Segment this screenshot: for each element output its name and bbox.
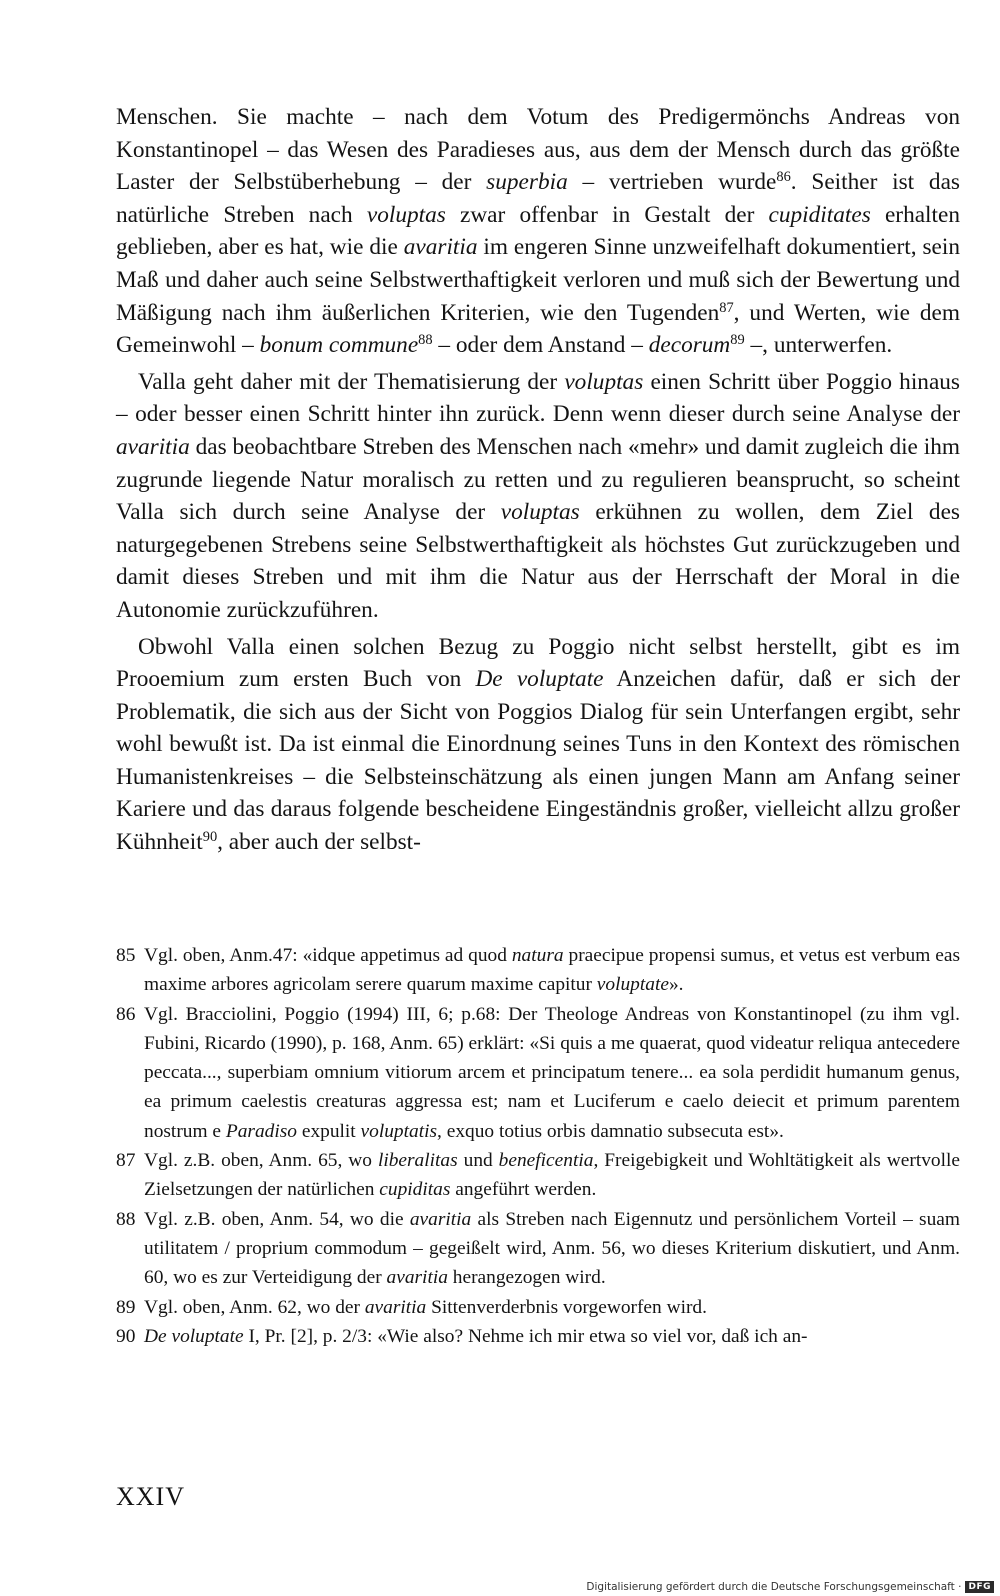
footnote-89 <box>116 1293 960 1322</box>
italic-term: natura <box>511 945 564 966</box>
footnote-number: 88 <box>116 1208 136 1230</box>
text-run: Obwohl Valla einen solchen Bezug zu Poggio nicht selbst herstellt, gibt es im Prooemium zum ersten Buch von <box>116 633 960 693</box>
footnote-text <box>144 1146 960 1205</box>
footnote-88 <box>116 1205 960 1293</box>
italic-term: superbia <box>486 169 568 196</box>
text-run: , Freigebigkeit und Wohltätigkeit als wertvolle Zielsetzungen der natürlichen <box>144 1150 961 1201</box>
text-run: im engeren Sinne unzweifelhaft dokumentiert, sein Maß und daher auch seine Selbstwerthaftigkeit verloren und muß sich der Bewertung und Mäßigung nach ihm äußerlichen Kriterien, wie den Tugenden <box>116 234 960 326</box>
footnote-number: 86 <box>116 1003 136 1025</box>
footnote-number: 87 <box>116 1150 136 1172</box>
italic-term: avaritia <box>409 1208 472 1230</box>
footnote-ref: 87 <box>719 299 734 316</box>
italic-term: De voluptate <box>475 666 604 693</box>
paragraph-3 <box>116 631 960 859</box>
italic-term: liberalitas <box>377 1150 458 1172</box>
text-run: praecipue propensi sumus, et vetus est verbum eas maxime arbores agricolam serere quarum maxime capitur <box>144 945 960 996</box>
text-run: erkühnen zu wollen, dem Ziel des naturgegebenen Strebens seine Selbstwerthaftigkeit als höchstes Gut zurückzugeben und damit dieses Streben und mit ihm die Natur aus der Herrschaft der Moral in die Autonomie zurückzuführen. <box>116 499 960 623</box>
italic-term: bonum commune <box>259 332 419 359</box>
footnote-text <box>144 941 960 1000</box>
footnote-87 <box>116 1146 960 1205</box>
text-run: Vgl. oben, Anm. 62, wo der <box>144 1296 365 1318</box>
italic-term: De voluptate <box>144 1325 244 1347</box>
text-run: . Seither ist das natürliche Streben nach <box>116 169 960 228</box>
text-run: Menschen. Sie machte – nach dem Votum des Predigermönchs Andreas von Konstantinopel – das Wesen des Paradieses aus, aus dem der Mensch durch das größte Laster der Selbstüberhebung – der <box>116 104 960 196</box>
italic-term: decorum <box>648 332 731 359</box>
text-run: , und Werten, wie dem Gemeinwohl – <box>116 299 960 359</box>
text-run: das beobachtbare Streben des Menschen nach «mehr» und damit zugleich die ihm zugrunde liegende Natur moralisch zu retten und zu regulieren beansprucht, so scheint Valla sich durch seine Analyse der <box>116 433 960 526</box>
footnote-number: 90 <box>116 1325 136 1347</box>
footnote-ref: 89 <box>730 332 745 349</box>
text-run: ». <box>668 974 684 996</box>
main-text <box>116 101 960 859</box>
footnote-86 <box>116 1000 960 1146</box>
italic-term: avaritia <box>386 1267 448 1289</box>
italic-term: voluptas <box>366 201 446 228</box>
text-run: Vgl. z.B. oben, Anm. 54, wo die <box>144 1208 410 1230</box>
italic-term: avaritia <box>364 1296 427 1318</box>
footnote-85 <box>116 941 960 1000</box>
italic-term: cupiditates <box>768 201 871 228</box>
text-run: angeführt werden. <box>450 1179 597 1201</box>
text-run: – vertrieben wurde <box>567 169 777 196</box>
text-run: herangezogen wird. <box>447 1267 606 1289</box>
italic-term: Paradiso <box>225 1120 297 1142</box>
digitization-credit <box>586 1581 994 1593</box>
paragraph-2 <box>116 366 960 627</box>
text-run: Sittenverderbnis vorgeworfen wird. <box>426 1296 707 1318</box>
italic-term: avaritia <box>116 433 190 460</box>
text-run: Valla geht daher mit der Thematisierung der <box>138 368 565 395</box>
text-run: expulit <box>296 1120 361 1142</box>
text-run: Vgl. z.B. oben, Anm. 65, wo <box>144 1150 378 1172</box>
text-run: , aber auch der selbst- <box>217 829 421 856</box>
text-run: , exquo totius orbis damnatio subsecuta est». <box>437 1120 784 1142</box>
footnote-number: 89 <box>116 1296 136 1318</box>
text-run: als Streben nach Eigennutz und persönlichem Vorteil – suam utilitatem / proprium commodum – gegeißelt wird, Anm. 56, wo dieses Kriterium diskutiert, und Anm. 60, wo es zur Verteidigung der <box>144 1208 960 1289</box>
footnotes <box>116 941 960 1351</box>
italic-term: avaritia <box>403 234 478 261</box>
text-run: zwar offenbar in Gestalt der <box>445 201 769 228</box>
footnote-ref: 90 <box>202 829 218 846</box>
dfg-logo-icon: DFG <box>965 1581 994 1593</box>
footnote-ref: 88 <box>418 332 433 349</box>
footnote-text <box>144 1205 960 1293</box>
paragraph-1 <box>116 101 960 362</box>
italic-term: voluptas <box>500 499 580 526</box>
text-run: und <box>457 1150 499 1172</box>
text-run: Anzeichen dafür, daß er sich der Problematik, die sich aus der Sicht von Poggios Dialog für sein Unterfangen ergibt, sehr wohl bewußt ist. Da ist einmal die Einordnung seines Tuns in den Kontext des römischen Humanistenkreises – die Selbsteinschätzung als einen jungen Mann am Anfang seiner Kariere und das daraus folgende bescheidene Eingeständnis großer, vielleicht allzu großer Kühnheit <box>116 666 960 856</box>
text-run: Vgl. oben, Anm.47: «idque appetimus ad quod <box>144 945 512 966</box>
italic-term: voluptas <box>564 368 644 395</box>
text-run: – oder dem Anstand – <box>432 332 649 359</box>
footnote-text <box>144 1000 960 1146</box>
footnote-text <box>144 1293 960 1322</box>
footnote-number: 85 <box>116 945 136 966</box>
page-number: XXIV <box>116 1482 185 1511</box>
footnote-text <box>144 1322 960 1351</box>
text-run: erhalten geblieben, aber es hat, wie die <box>116 201 960 261</box>
text-run: –, unterwerfen. <box>744 332 893 359</box>
footnote-90 <box>116 1322 960 1351</box>
credit-text: Digitalisierung gefördert durch die Deutsche Forschungsgemeinschaft · <box>586 1581 962 1593</box>
text-run: I, Pr. [2], p. 2/3: «Wie also? Nehme ich mir etwa so viel vor, daß ich an- <box>243 1325 808 1347</box>
italic-term: beneficentia <box>498 1150 594 1172</box>
text-run: einen Schritt über Poggio hinaus – oder besser einen Schritt hinter ihn zurück. Denn wenn dieser durch seine Analyse der <box>116 368 960 428</box>
footnote-ref: 86 <box>776 169 791 186</box>
italic-term: voluptate <box>596 974 669 996</box>
italic-term: cupiditas <box>379 1179 451 1201</box>
text-run: Vgl. Bracciolini, Poggio (1994) III, 6; p.68: Der Theologe Andreas von Konstantinopel (zu ihm vgl. Fubini, Ricardo (1990), p. 168, Anm. 65) erklärt: «Si quis a me quaerat, quod videatur reliqua antecedere peccata..., superbiam omnium vitiorum arcem et principatum tenere... ea sola perdidit humanum genus, ea primum caelestis creaturas aggressa est; nam et Luciferum e caelo deiecit et primum parentem nostrum e <box>144 1003 960 1142</box>
italic-term: voluptatis <box>360 1120 438 1142</box>
